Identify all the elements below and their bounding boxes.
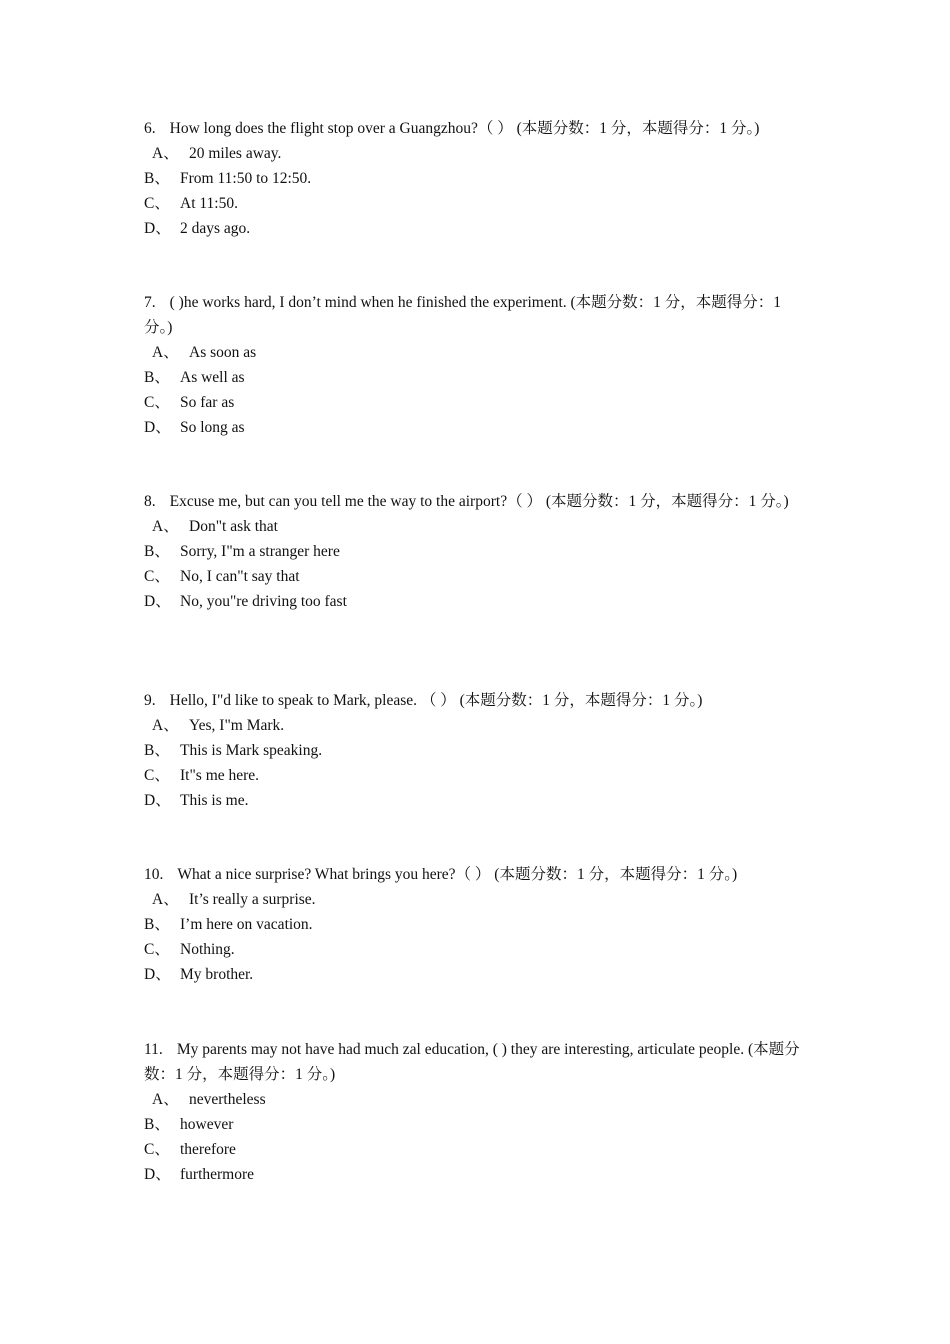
option-letter: C、: [144, 941, 170, 958]
option-letter: C、: [144, 568, 170, 585]
question-6: [144, 116, 812, 241]
option-b: [144, 166, 812, 191]
option-letter: D、: [144, 220, 171, 237]
question-number: 6.: [144, 120, 156, 137]
option-d: [144, 1162, 812, 1187]
question-number: 11.: [144, 1041, 163, 1058]
option-letter: A、: [152, 717, 179, 734]
option-a: [144, 887, 812, 912]
option-list: [144, 1087, 812, 1187]
question-text: [144, 290, 812, 340]
option-letter: B、: [144, 916, 170, 933]
option-text: Sorry, I"m a stranger here: [180, 543, 340, 560]
question-prompt: What a nice surprise? What brings you here?（ ） (本题分数：1 分，本题得分：1 分。): [177, 866, 738, 883]
option-d: [144, 415, 812, 440]
option-text: As well as: [180, 369, 245, 386]
option-list: [144, 713, 812, 813]
option-letter: B、: [144, 170, 170, 187]
option-a: [144, 340, 812, 365]
question-11: [144, 1037, 812, 1187]
question-text: [144, 688, 812, 713]
option-letter: D、: [144, 792, 171, 809]
option-b: [144, 365, 812, 390]
question-prompt: ( )he works hard, I don’t mind when he finished the experiment. (本题分数：1 分，本题得分：1 分。): [144, 294, 782, 336]
question-text: [144, 1037, 812, 1087]
option-text: It"s me here.: [180, 767, 260, 784]
option-text: Yes, I"m Mark.: [189, 717, 285, 734]
option-c: [144, 390, 812, 415]
option-c: [144, 564, 812, 589]
option-list: [144, 141, 812, 241]
option-text: therefore: [180, 1141, 236, 1158]
option-text: 2 days ago.: [180, 220, 251, 237]
question-prompt: Excuse me, but can you tell me the way to the airport?（ ） (本题分数：1 分，本题得分：1 分。): [169, 493, 789, 510]
option-b: [144, 1112, 812, 1137]
option-text: Nothing.: [180, 941, 235, 958]
option-d: [144, 216, 812, 241]
option-letter: B、: [144, 543, 170, 560]
option-d: [144, 788, 812, 813]
question-9: [144, 688, 812, 813]
option-text: This is Mark speaking.: [180, 742, 323, 759]
option-b: [144, 539, 812, 564]
option-text: It’s really a surprise.: [189, 891, 316, 908]
option-list: [144, 514, 812, 614]
question-text: [144, 489, 812, 514]
option-b: [144, 738, 812, 763]
option-letter: A、: [152, 891, 179, 908]
question-number: 7.: [144, 294, 156, 311]
option-a: [144, 141, 812, 166]
option-a: [144, 514, 812, 539]
option-text: My brother.: [180, 966, 254, 983]
option-letter: A、: [152, 344, 179, 361]
option-list: [144, 340, 812, 440]
option-c: [144, 191, 812, 216]
option-c: [144, 763, 812, 788]
option-letter: C、: [144, 394, 170, 411]
question-prompt: My parents may not have had much zal education, ( ) they are interesting, articulate people. (本题分数：1 分，本题得分：1 分。): [144, 1041, 800, 1083]
question-10: [144, 862, 812, 987]
option-letter: C、: [144, 195, 170, 212]
option-letter: A、: [152, 145, 179, 162]
option-letter: D、: [144, 966, 171, 983]
question-8: [144, 489, 812, 614]
option-letter: A、: [152, 518, 179, 535]
question-7: [144, 290, 812, 440]
option-text: I’m here on vacation.: [180, 916, 313, 933]
question-prompt: Hello, I"d like to speak to Mark, please. （ ） (本题分数：1 分，本题得分：1 分。): [169, 692, 703, 709]
option-c: [144, 937, 812, 962]
option-letter: B、: [144, 742, 170, 759]
option-text: At 11:50.: [180, 195, 238, 212]
option-text: furthermore: [180, 1166, 255, 1183]
option-text: Don"t ask that: [189, 518, 278, 535]
option-list: [144, 887, 812, 987]
option-letter: D、: [144, 1166, 171, 1183]
option-text: So far as: [180, 394, 235, 411]
option-letter: C、: [144, 767, 170, 784]
option-c: [144, 1137, 812, 1162]
option-letter: B、: [144, 1116, 170, 1133]
option-letter: D、: [144, 593, 171, 610]
question-number: 10.: [144, 866, 164, 883]
option-letter: A、: [152, 1091, 179, 1108]
option-text: nevertheless: [189, 1091, 266, 1108]
option-letter: C、: [144, 1141, 170, 1158]
question-text: [144, 862, 812, 887]
question-text: [144, 116, 812, 141]
option-a: [144, 1087, 812, 1112]
question-prompt: How long does the flight stop over a Guangzhou?（ ） (本题分数：1 分，本题得分：1 分。): [169, 120, 760, 137]
option-text: As soon as: [189, 344, 257, 361]
option-text: 20 miles away.: [189, 145, 282, 162]
question-number: 8.: [144, 493, 156, 510]
question-number: 9.: [144, 692, 156, 709]
option-b: [144, 912, 812, 937]
option-d: [144, 589, 812, 614]
option-d: [144, 962, 812, 987]
option-letter: B、: [144, 369, 170, 386]
option-text: however: [180, 1116, 234, 1133]
option-text: From 11:50 to 12:50.: [180, 170, 312, 187]
option-text: This is me.: [180, 792, 249, 809]
option-a: [144, 713, 812, 738]
option-text: No, I can"t say that: [180, 568, 300, 585]
option-text: So long as: [180, 419, 245, 436]
option-text: No, you"re driving too fast: [180, 593, 347, 610]
option-letter: D、: [144, 419, 171, 436]
